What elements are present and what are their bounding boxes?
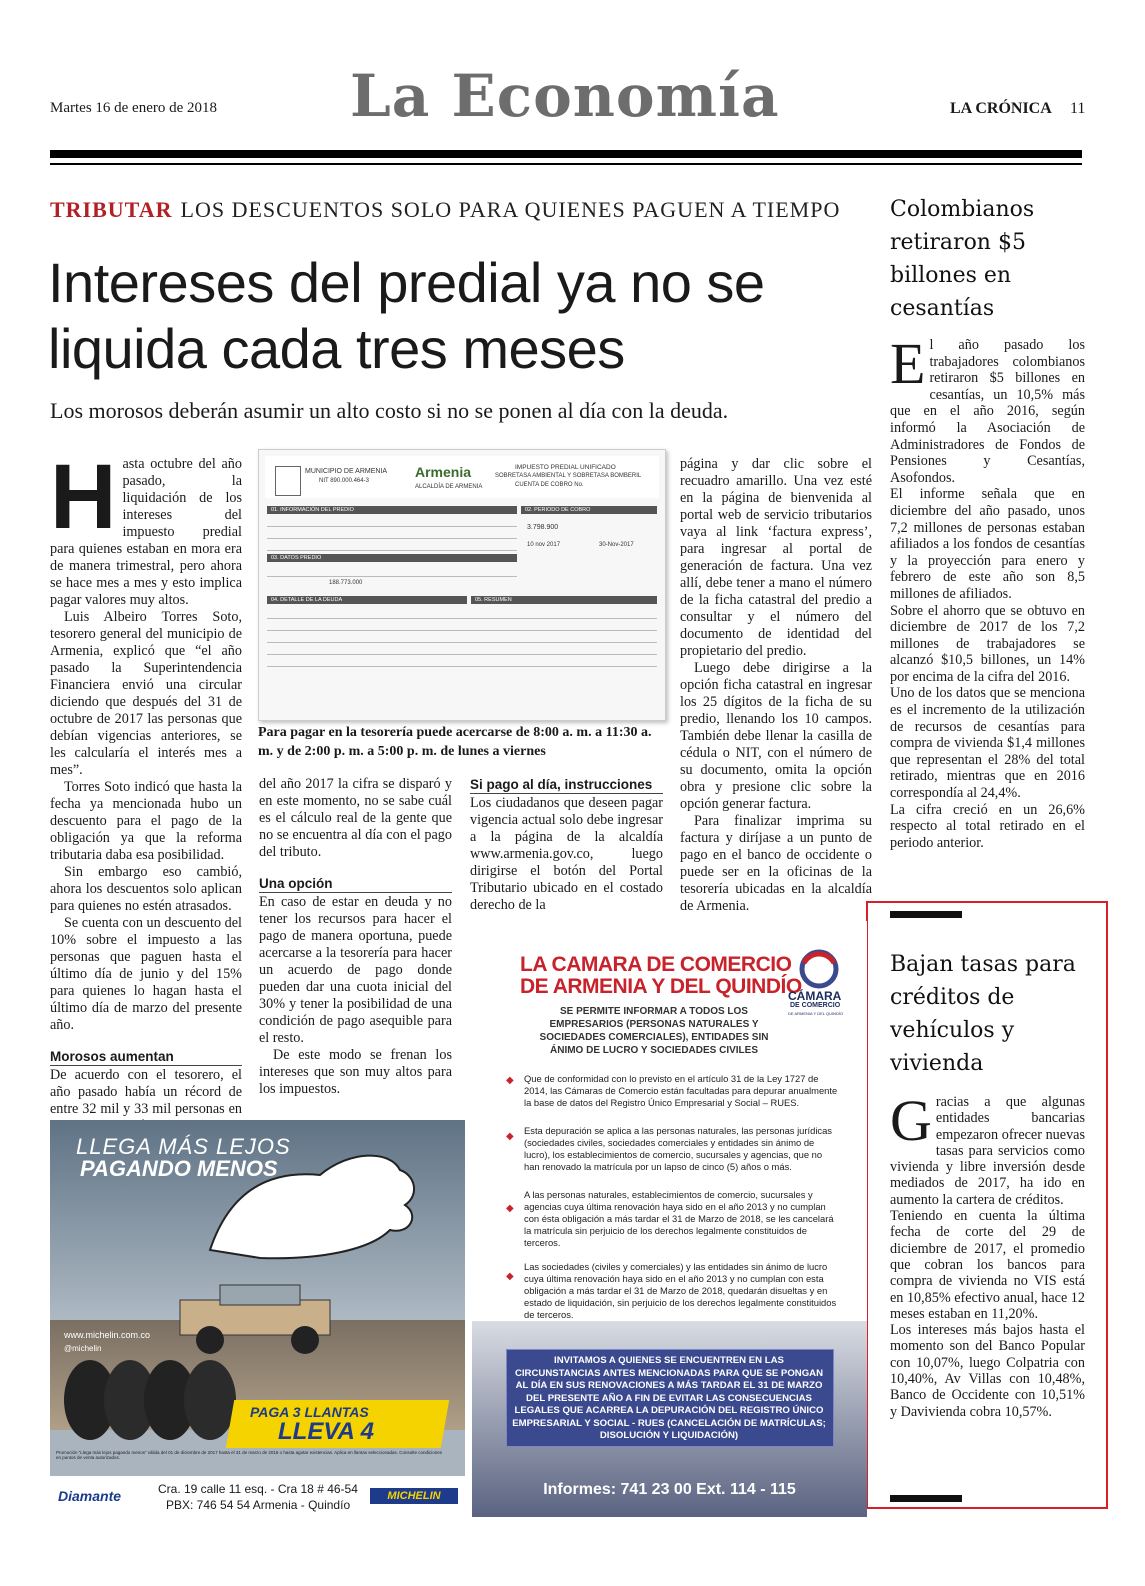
receipt-section: 03. DATOS PREDIO: [267, 554, 517, 562]
dropcap: G: [890, 1088, 932, 1153]
receipt-logo: Armenia: [415, 464, 472, 480]
paragraph: Teniendo en cuenta la última fecha de corte del 29 de diciembre de 2017, el promedio que cobran los bancos para compra de vivienda no VIS está en 10,85% efectivo anual, hace 12 meses estaban en 11,20%.: [890, 1208, 1085, 1322]
kicker-subtitle: LOS DESCUENTOS SOLO PARA QUIENES PAGUEN A TIEMPO: [180, 197, 841, 222]
receipt-header: [265, 456, 659, 498]
receipt-row: [267, 632, 657, 643]
article-kicker: [50, 197, 840, 223]
camara-logo-sub2: DE ARMENIA Y DEL QUINDÍO: [788, 1011, 844, 1016]
receipt-amount: 3.798.900: [527, 524, 559, 531]
paragraph: racias a que algunas entidades bancarias empezaron ofrecer nuevas tasas para servicios como vivienda y libre inversión desde mediados de 2017, ha ido en aumento la cartera de créditos.: [890, 1094, 1085, 1208]
receipt-row: [267, 540, 517, 551]
receipt-cuenta: CUENTA DE COBRO No.: [515, 482, 584, 488]
receipt-avaluo: 188.773.000: [329, 580, 363, 586]
dealer-logo: Diamante: [58, 1488, 122, 1504]
michelin-glove-hand-icon: [200, 1130, 430, 1270]
dropcap: E: [890, 331, 926, 396]
ad-bullet: Esta depuración se aplica a las personas naturales, las personas jurídicas (sociedades civiles, sociedades comerciales y entidades sin ánimo de lucro), los establecimientos de comercio, sucursales y agencias, que no han renovado la matrícula por un lapso de cinco (5) años o más.: [524, 1125, 832, 1172]
paragraph: l año pasado los trabajadores colombianos retiraron $5 billones en cesantías, un 10,5% más que en el año 2016, según informó la Asociación de Administradores de Fondos de Pensiones y Cesantías, Asofondos.: [890, 337, 1085, 486]
receipt-nit: NIT 890.000.464-3: [319, 478, 369, 484]
ad-notice-text: INVITAMOS A QUIENES SE ENCUENTREN EN LAS CIRCUNSTANCIAS ANTES MENCIONADAS PARA QUE SE PONGAN AL DÍA EN SUS RENOVACIONES A MÁS TARDAR EL 31 DE MARZO DEL PRESENTE AÑO A FIN DE EVITAR LAS CONSECUENCIAS LEGALES QUE ACARREA LA DEPURACIÓN DEL REGISTRO ÚNICO EMPRESARIAL Y SOCIAL - RUES (CANCELACIÓN DE MATRÍCULAS; DISOLUCIÓN Y LIQUIDACIÓN): [512, 1355, 826, 1441]
municipal-seal-icon: [275, 466, 301, 496]
image-caption: Para pagar en la tesorería puede acercarse de 8:00 a. m. a 11:30 a. m. y de 2:00 p. m. a 5:00 p. m. de lunes a viernes: [258, 725, 652, 759]
paragraph: Luis Albeiro Torres Soto, tesorero general del municipio de Armenia, explicó que “el año pasado la Superintendencia Financiera envió una circular diciendo que después del 31 de octubre de 2017 las personas que debían vigencias anteriores, se les calcularía el interés mes a mes”.: [50, 609, 242, 778]
ad-social: @michelin: [64, 1344, 102, 1353]
receipt-date: 10 nov 2017: [527, 542, 561, 548]
receipt-section: 04. DETALLE DE LA DEUDA: [267, 596, 467, 604]
receipt-date: 30-Nov-2017: [599, 542, 634, 548]
section-title: La Economía: [350, 62, 780, 130]
masthead-rule-thin: [50, 163, 1082, 165]
receipt-row: [267, 566, 517, 577]
paragraph: De acuerdo con el tesorero, el año pasado había un récord de entre 32 mil y 33 mil personas en: [50, 1067, 242, 1117]
receipt-alcaldia: ALCALDÍA DE ARMENIA: [415, 484, 483, 490]
ad-bullet: Las sociedades (civiles y comerciales) y las entidades sin ánimo de lucro cuya última renovación haya sido en el año 2013 y no cumplan con esta obligación a más tardar el 31 de Marzo de 2018, quedarán disueltas y en estado de liquidación, sin perjuicio de los derechos legalmente constituidos de terceros.: [524, 1261, 837, 1320]
ad-intro: SE PERMITE INFORMAR A TODOS LOS EMPRESARIOS (PERSONAS NATURALES Y SOCIEDADES COMERCIALES), ENTIDADES SIN ÁNIMO DE LUCRO Y SOCIEDADES CIVILES: [539, 1006, 769, 1056]
camara-logo-icon: [794, 949, 844, 989]
page-number: 11: [1070, 100, 1086, 117]
article-subhead: Los morosos deberán asumir un alto costo si no se ponen al día con la deuda.: [50, 398, 729, 423]
sidebar-title: Bajan tasas para créditos de vehículos y vivienda: [890, 952, 1076, 1076]
section-subtitle: Una opción: [259, 875, 452, 893]
paragraph: Uno de los datos que se menciona es el incremento de la utilización de recursos de cesantías para compra de vivienda $1,4 millones que representan el 28% del total retirado, mientras que en 2016 correspondía al 24,4%.: [890, 685, 1085, 802]
paragraph: Los intereses más bajos hasta el momento son del Banco Popular con 10,07%, luego Colpatria con 10,40%, Av Villas con 10,48%, Banco de Occidente con 10,51% y Davivienda cobra 10,57%.: [890, 1322, 1085, 1420]
article-column-3: [470, 776, 663, 914]
receipt-tax-title: IMPUESTO PREDIAL UNIFICADO: [515, 464, 616, 471]
receipt-section: 05. RESUMEN: [471, 596, 657, 604]
article-column-2: [259, 776, 452, 1098]
receipt-row: [267, 608, 657, 619]
promo-line1: PAGA 3 LLANTAS: [250, 1404, 369, 1420]
paragraph: Torres Soto indicó que hasta la fecha ya mencionada hubo un descuento para el pago de la obligación ya que la reforma tributaria daba esa posibilidad.: [50, 779, 242, 863]
paragraph: Para finalizar imprima su factura y diríjase a un punto de pago en el banco de occidente o puede ser en la oficinas de la tesorería ubicadas en la alcaldía de Armenia.: [680, 813, 872, 914]
paragraph: Sin embargo eso cambió, ahora los descuentos solo aplican para quienes no estén atrasados.: [50, 864, 242, 914]
paragraph: La cifra creció en un 26,6% respecto al total retirado en el periodo anterior.: [890, 801, 1085, 851]
receipt-municipio: MUNICIPIO DE ARMENIA: [305, 468, 388, 475]
dealer-address: Cra. 19 calle 11 esq. - Cra 18 # 46-54: [158, 1482, 358, 1496]
receipt-row: [267, 620, 657, 631]
camara-logo-text: CÁMARA: [788, 989, 842, 1003]
advertisement-camara-comercio[interactable]: [472, 921, 867, 1517]
paragraph: Sobre el ahorro que se obtuvo en diciembre de 2017 de los 7,2 millones de trabajadores se alcanzó $10,5 billones, un 14% por encima de la cifra del 2016.: [890, 602, 1085, 685]
dropcap: H: [50, 446, 117, 548]
sidebar-body: [890, 331, 1085, 851]
ad-slogan: PAGANDO MENOS: [80, 1156, 278, 1181]
suv-vehicle-icon: [160, 1280, 360, 1360]
paragraph: El informe señala que en diciembre del año pasado, unos 7,2 millones de personas estaban afiliados a los fondos de cesantías y la proyección para enero y febrero de este año son 8,5 millones de afiliados.: [890, 486, 1085, 602]
issue-date: Martes 16 de enero de 2018: [50, 100, 218, 116]
ad-bullet: Que de conformidad con lo previsto en el artículo 31 de la Ley 1727 de 2014, las Cámaras de Comercio están facultadas para depurar anualmente la base de datos del Registro Único Empresarial y Social – RUES.: [524, 1073, 838, 1108]
receipt-row: [267, 528, 517, 539]
section-subtitle: Morosos aumentan: [50, 1048, 242, 1066]
ad-title: DE ARMENIA Y DEL QUINDÍO: [520, 975, 802, 998]
paragraph: asta octubre del año pasado, la liquidación de los intereses del impuesto predial para quienes estaban en mora era de manera trimestral, pero ahora se hace mes a mes y esto implica pagar valores muy altos.: [50, 456, 242, 608]
article-headline: Intereses del predial ya no se liquida cada tres meses: [48, 251, 765, 380]
ad-title: LA CAMARA DE COMERCIO: [520, 953, 792, 976]
tax-receipt-image: [258, 449, 666, 721]
receipt-row: [267, 516, 517, 527]
receipt-row: [267, 644, 657, 655]
paragraph: Los ciudadanos que deseen pagar vigencia actual solo debe ingresar a la página de la alcaldía www.armenia.gov.co, luego dirigirse el botón del Portal Tributario ubicado en el costado derecho de la: [470, 795, 663, 913]
receipt-row: [267, 656, 657, 667]
promo-line2: LLEVA 4: [278, 1418, 375, 1445]
bullet-diamond-icon: ◆: [506, 1075, 514, 1086]
paragraph: Luego debe dirigirse a la opción ficha catastral en ingresar los 25 dígitos de la ficha de su predio, llenando los 10 campos. También debe llenar la casilla de cédula o NIT, con el número de su documento, omita la opción obra y presione clic sobre la opción generar factura.: [680, 660, 872, 812]
bullet-diamond-icon: ◆: [506, 1271, 514, 1282]
paragraph: del año 2017 la cifra se disparó y en este momento, no se sabe cuál es el cálculo real de la gente que no se encuentra al día con el pago del tributo.: [259, 776, 452, 860]
kicker-label: TRIBUTAR: [50, 197, 173, 222]
ad-bullet: A las personas naturales, establecimientos de comercio, sucursales y agencias cuya última renovación haya sido en el año 2013 y no cumplan con ésta obligación a más tardar el 31 de Marzo de 2018, se les cancelará la matrícula sin perjuicio de los derechos legalmente constituidos de terceros.: [524, 1189, 834, 1248]
dealer-phone: PBX: 746 54 54 Armenia - Quindío: [166, 1498, 351, 1512]
camara-logo-sub: DE COMERCIO: [790, 1002, 841, 1009]
paragraph: En caso de estar en deuda y no tener los recursos para hacer el pago de manera oportuna, puede acercarse a la tesorería para hacer un acuerdo de pago donde pueden dar una cuota inicial del 30% y tener la posibilidad de una condición de pago asequible para el resto.: [259, 894, 452, 1046]
sidebar-article-tasas: [890, 948, 1085, 1420]
bullet-diamond-icon: ◆: [506, 1131, 514, 1142]
ad-url[interactable]: www.michelin.com.co: [64, 1330, 151, 1340]
receipt-tax-sub: SOBRETASA AMBIENTAL Y SOBRETASA BOMBERIL: [495, 473, 642, 479]
paragraph: Se cuenta con un descuento del 10% sobre el impuesto a las personas que paguen hasta el último día de junio y del 15% para quienes lo hagan hasta el último día de marzo del presente año.: [50, 915, 242, 1033]
section-subtitle: Si pago al día, instrucciones: [470, 776, 663, 794]
sidebar-top-bar: [890, 911, 962, 918]
receipt-section: 01. INFORMACIÓN DEL PREDIO: [267, 506, 517, 514]
sidebar-title: Colombianos retiraron $5 billones en cesantías: [890, 197, 1035, 321]
article-column-4: [680, 456, 872, 915]
masthead-rule: [50, 150, 1082, 158]
ad-fine-print: Promoción “Llega más lejos pagando menos” válida del 01 de diciembre de 2017 hasta el 31 de marzo de 2018 o hasta agotar existencias. Aplica en llantas seleccionadas. Consulte condiciones en puntos de venta autorizados.: [56, 1450, 442, 1460]
paragraph: página y dar clic sobre el recuadro amarillo. Una vez esté en la página de bienvenida al portal web de servicio tributarios vaya al link ‘factura express’, para ingresar al portal de generación de factura. Una vez allí, debe tener a mano el número de la ficha catastral del predio a consultar y el número del documento de identidad del propietario del predio.: [680, 456, 872, 659]
advertisement-michelin[interactable]: [50, 1120, 465, 1515]
sidebar-bottom-bar: [890, 1495, 962, 1502]
article-column-1: [50, 446, 242, 1135]
michelin-logo: MICHELIN: [370, 1488, 458, 1504]
ad-slogan: LLEGA MÁS LEJOS: [76, 1134, 291, 1159]
receipt-section: 02. PERIODO DE COBRO: [521, 506, 657, 514]
paragraph: De este modo se frenan los intereses que son muy altos para los impuestos.: [259, 1047, 452, 1097]
sidebar-body: [890, 1088, 1085, 1420]
sidebar-article-cesantias: [890, 193, 1085, 851]
publication-name: LA CRÓNICA: [950, 100, 1052, 117]
bullet-diamond-icon: ◆: [506, 1203, 514, 1214]
ad-contact: Informes: 741 23 00 Ext. 114 - 115: [543, 1481, 796, 1498]
